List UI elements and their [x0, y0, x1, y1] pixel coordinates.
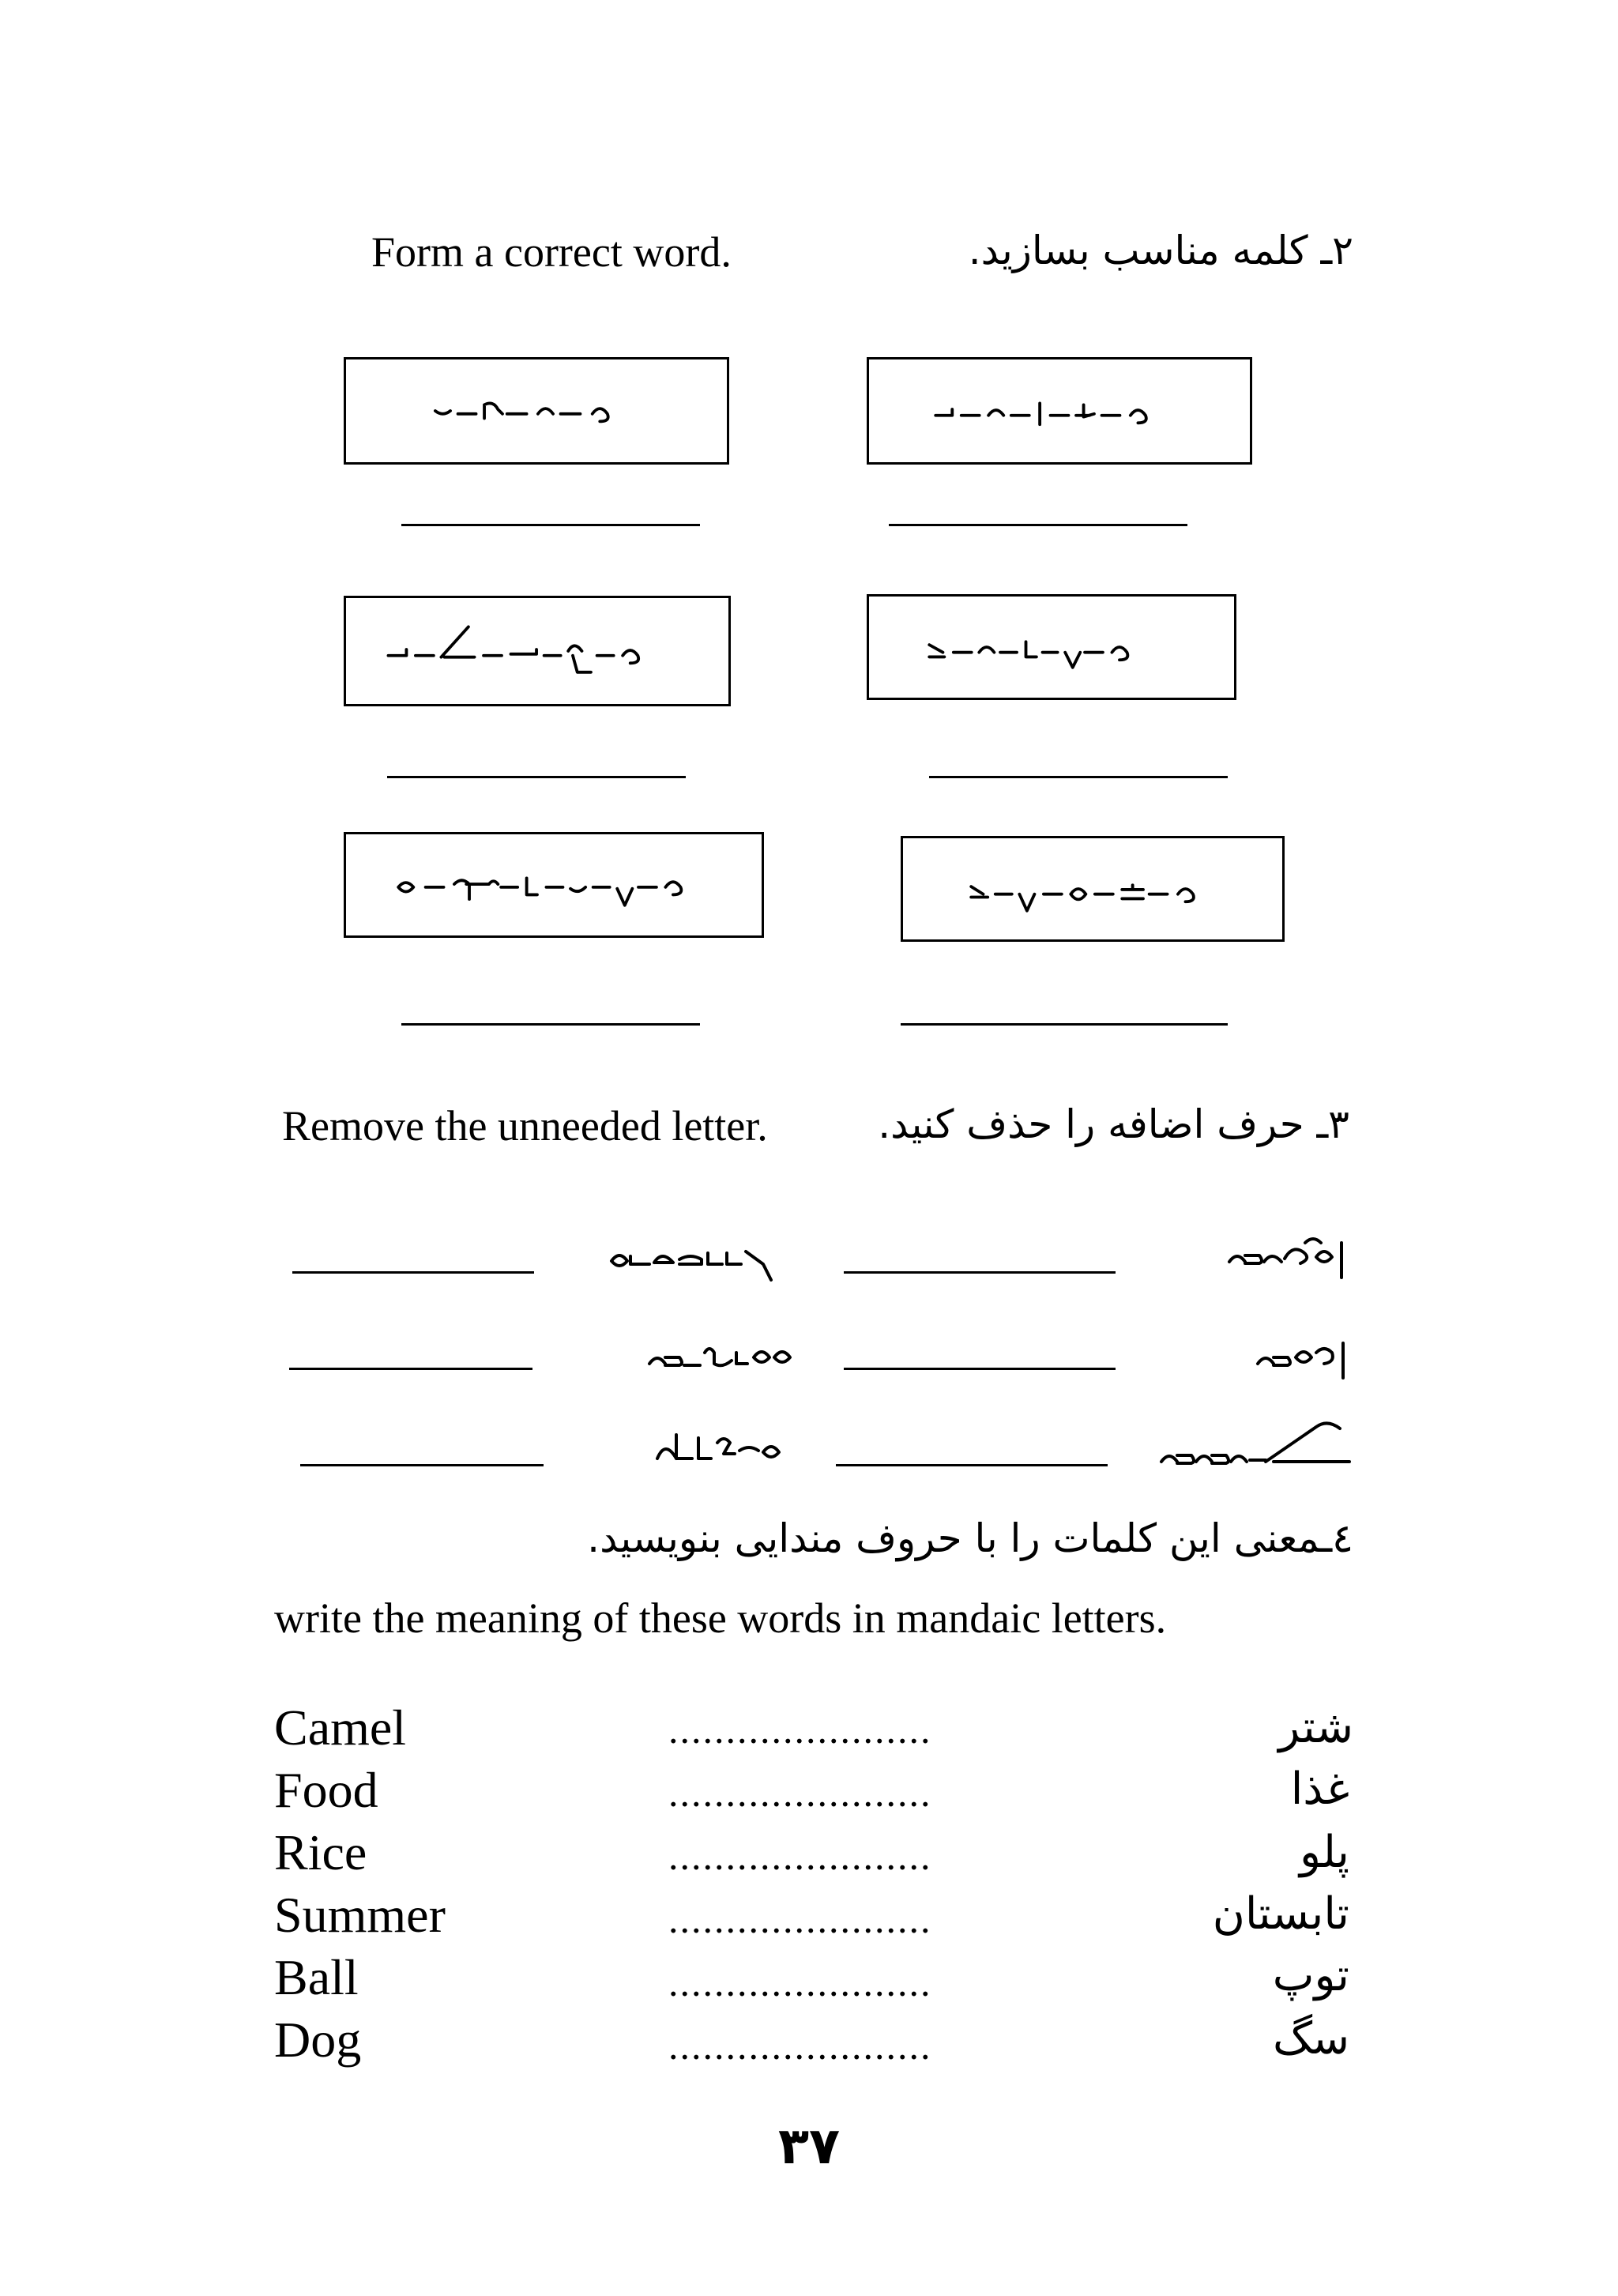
answer-line[interactable] [387, 776, 686, 778]
vocab-english: Rice [274, 1824, 367, 1880]
vocab-dotted-line[interactable]: ....................... [668, 1834, 932, 1878]
vocab-dotted-line[interactable]: ....................... [668, 1771, 932, 1815]
vocab-farsi: توپ [1272, 1950, 1349, 2001]
letter-box-5 [344, 832, 764, 938]
answer-line[interactable] [901, 1023, 1228, 1026]
mandaic-letters [903, 838, 1282, 939]
vocab-farsi: شتر [1278, 1702, 1353, 1753]
letter-box-4 [867, 594, 1236, 700]
vocab-farsi: غذا [1290, 1763, 1349, 1815]
answer-line[interactable] [844, 1271, 1116, 1274]
vocab-english: Food [274, 1762, 378, 1818]
vocab-farsi: پلو [1299, 1827, 1349, 1878]
mandaic-letters [869, 359, 1250, 462]
answer-line[interactable] [292, 1271, 534, 1274]
mandaic-letters [869, 597, 1234, 698]
vocab-farsi: سگ [1272, 2013, 1349, 2065]
answer-line[interactable] [929, 776, 1228, 778]
section2-english-instruction: Form a correct word. [371, 228, 732, 276]
letter-box-6 [901, 836, 1285, 942]
answer-line[interactable] [300, 1464, 544, 1466]
vocab-farsi: تابستان [1212, 1888, 1349, 1940]
page-number: ۳۷ [777, 2117, 841, 2176]
section4-farsi-instruction: ٤ـمعنی این کلمات را با حروف مندایی بنویسید. [587, 1515, 1353, 1561]
section3-english-instruction: Remove the unneeded letter. [282, 1102, 768, 1150]
vocab-dotted-line[interactable]: ....................... [668, 2023, 932, 2068]
vocab-english: Camel [274, 1699, 407, 1756]
answer-line[interactable] [289, 1368, 532, 1370]
mandaic-word [1223, 1221, 1359, 1284]
section3-farsi-instruction: ۳ـ حرف اضافه را حذف کنید. [878, 1101, 1349, 1147]
mandaic-word [1251, 1321, 1359, 1384]
vocab-english: Dog [274, 2012, 362, 2068]
answer-line[interactable] [401, 1023, 700, 1026]
vocab-dotted-line[interactable]: ....................... [668, 1897, 932, 1941]
vocab-dotted-line[interactable]: ....................... [668, 1707, 932, 1752]
vocab-english: Ball [274, 1949, 359, 2005]
letter-box-1 [344, 357, 729, 465]
section2-farsi-instruction: ۲ـ کلمه مناسب بسازید. [968, 228, 1353, 273]
mandaic-letters [346, 598, 728, 704]
mandaic-word [607, 1225, 796, 1288]
mandaic-word [1155, 1416, 1360, 1479]
section4-english-instruction: write the meaning of these words in mandaic letters. [274, 1594, 1167, 1642]
mandaic-word [653, 1416, 803, 1479]
vocab-english: Summer [274, 1887, 446, 1943]
mandaic-letters [346, 834, 762, 935]
answer-line[interactable] [836, 1464, 1108, 1466]
mandaic-letters [346, 359, 727, 462]
letter-box-3 [344, 596, 731, 706]
letter-box-2 [867, 357, 1252, 465]
answer-line[interactable] [889, 524, 1187, 526]
answer-line[interactable] [844, 1368, 1116, 1370]
mandaic-word [643, 1321, 801, 1384]
answer-line[interactable] [401, 524, 700, 526]
vocab-dotted-line[interactable]: ....................... [668, 1960, 932, 2004]
